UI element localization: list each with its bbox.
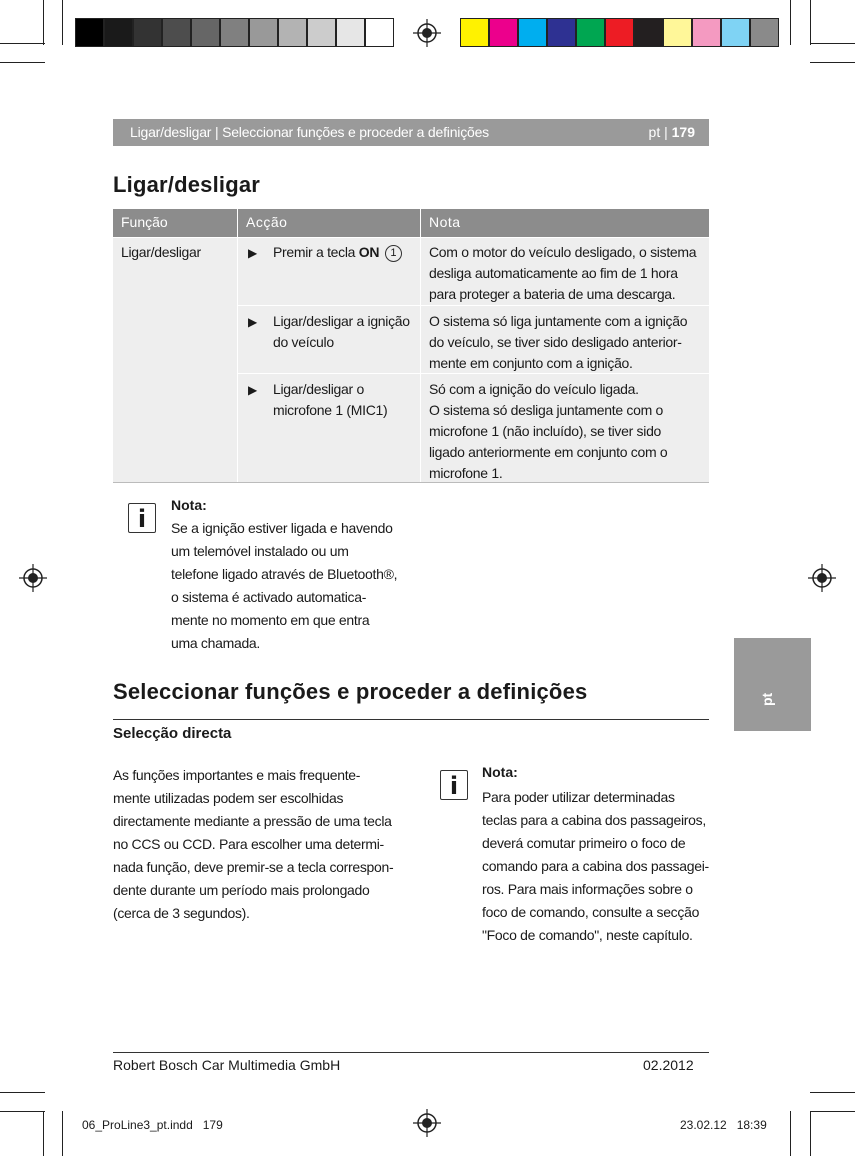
crop-mark <box>810 0 811 45</box>
color-swatch <box>721 18 750 47</box>
note-line: Se a ignição estiver ligada e havendo <box>171 520 393 536</box>
color-swatch <box>365 18 394 47</box>
key-on-label: ON <box>358 244 380 260</box>
color-swatch <box>249 18 278 47</box>
color-swatch <box>133 18 162 47</box>
action-line: Ligar/desligar o <box>273 381 364 397</box>
color-swatch <box>460 18 489 47</box>
color-swatch <box>634 18 663 47</box>
crop-mark <box>0 62 45 63</box>
crop-mark <box>0 1111 45 1112</box>
crop-mark <box>790 1111 791 1156</box>
triangle-right-icon: ▶ <box>248 383 258 397</box>
note-line: microfone 1. <box>429 465 503 481</box>
note-line: deverá comutar primeiro o foco de <box>482 835 686 851</box>
header-title: Ligar/desligar | Seleccionar funções e proceder a definições <box>130 124 489 140</box>
body-line: mente utilizadas podem ser escolhidas <box>113 790 344 806</box>
function-label: Ligar/desligar <box>121 244 201 260</box>
color-swatch <box>278 18 307 47</box>
action-text <box>273 311 410 353</box>
color-swatch <box>162 18 191 47</box>
note-line: o sistema é activado automatica- <box>171 589 367 605</box>
section-title-ligar-desligar: Ligar/desligar <box>113 172 261 197</box>
color-swatch <box>75 18 104 47</box>
crop-mark <box>810 1111 811 1156</box>
table-header-function <box>113 209 237 237</box>
crop-mark <box>0 43 45 44</box>
action-prefix: Premir a tecla <box>273 244 359 260</box>
action-line: microfone 1 (MIC1) <box>273 402 388 418</box>
note-line: ligado anteriormente em conjunto com o <box>429 444 668 460</box>
action-text <box>273 242 402 263</box>
color-swatch <box>605 18 634 47</box>
note-line: Para poder utilizar determinadas <box>482 789 675 805</box>
section-title-seleccionar: Seleccionar funções e proceder a definições <box>113 679 588 704</box>
body-line: dente durante um período mais prolongado <box>113 882 370 898</box>
note-line: telefone ligado através de Bluetooth®, <box>171 566 398 582</box>
body-paragraph <box>113 764 393 925</box>
footer-date: 02.2012 <box>643 1057 694 1073</box>
note-line: mente no momento em que entra <box>171 612 370 628</box>
color-swatch <box>104 18 133 47</box>
slug-file: 06_ProLine3_pt.indd 179 <box>82 1118 223 1132</box>
note-text <box>429 242 696 305</box>
note-line: uma chamada. <box>171 635 261 651</box>
table-header-label: Acção <box>246 214 288 230</box>
info-icon: i <box>128 503 156 533</box>
color-swatch <box>750 18 779 47</box>
color-swatch <box>220 18 249 47</box>
crop-mark <box>43 1111 44 1156</box>
registration-mark-icon <box>413 19 441 47</box>
table-header-label: Função <box>121 214 168 230</box>
color-swatch <box>307 18 336 47</box>
crop-mark <box>810 62 855 63</box>
running-header <box>113 119 709 146</box>
action-text <box>273 379 387 421</box>
header-page-ref <box>649 124 695 140</box>
color-swatch <box>663 18 692 47</box>
note-body <box>171 517 397 655</box>
registration-mark-icon <box>413 1109 441 1137</box>
note-line: O sistema só desliga juntamente com o <box>429 402 664 418</box>
crop-mark <box>790 0 791 45</box>
side-tab-label: pt <box>759 692 775 706</box>
crop-mark <box>43 0 44 45</box>
callout-number: 1 <box>385 245 402 262</box>
note-title: Nota: <box>171 497 207 513</box>
crop-mark <box>0 1092 45 1093</box>
note-line: ros. Para mais informações sobre o <box>482 881 693 897</box>
body-line: directamente mediante a pressão de uma tecla <box>113 813 392 829</box>
note-text <box>429 311 687 374</box>
action-line: Ligar/desligar a ignição <box>273 313 410 329</box>
triangle-right-icon: ▶ <box>248 315 258 329</box>
table-header-action <box>238 209 420 237</box>
note-line: teclas para a cabina dos passageiros, <box>482 812 706 828</box>
footer-rule <box>113 1052 709 1053</box>
color-swatch <box>489 18 518 47</box>
note-body <box>482 786 709 947</box>
color-swatch <box>518 18 547 47</box>
footer-company: Robert Bosch Car Multimedia GmbH <box>113 1057 341 1073</box>
color-swatch <box>576 18 605 47</box>
note-line: um telemóvel instalado ou um <box>171 543 349 559</box>
info-icon: i <box>440 770 468 800</box>
note-line: Só com a ignição do veículo ligada. <box>429 381 639 397</box>
note-line: microfone 1 (não incluído), se tiver sido <box>429 423 662 439</box>
column-divider <box>237 209 238 482</box>
slug-timestamp: 23.02.12 18:39 <box>680 1118 767 1132</box>
color-swatch <box>191 18 220 47</box>
column-divider <box>420 209 421 482</box>
note-line: mente em conjunto com a ignição. <box>429 355 633 371</box>
note-line: do veículo, se tiver sido desligado anterior- <box>429 334 682 350</box>
crop-mark <box>810 43 855 44</box>
note-text <box>429 379 667 484</box>
triangle-right-icon: ▶ <box>248 246 258 260</box>
body-line: (cerca de 3 segundos). <box>113 905 250 921</box>
color-swatch <box>547 18 576 47</box>
language-side-tab <box>734 638 811 731</box>
note-line: comando para a cabina dos passagei- <box>482 858 709 874</box>
body-line: no CCS ou CCD. Para escolher uma determi- <box>113 836 384 852</box>
header-separator: | <box>664 124 668 140</box>
crop-mark <box>62 1111 63 1156</box>
body-line: nada função, deve premir-se a tecla correspon- <box>113 859 394 875</box>
note-line: "Foco de comando", neste capítulo. <box>482 927 693 943</box>
header-lang: pt <box>648 124 661 140</box>
crop-mark <box>62 0 63 45</box>
action-line: do veículo <box>273 334 334 350</box>
page-number: 179 <box>671 124 695 140</box>
note-line: desliga automaticamente ao fim de 1 hora <box>429 265 678 281</box>
note-line: para proteger a bateria de uma descarga. <box>429 286 676 302</box>
registration-mark-icon <box>808 564 836 592</box>
note-line: foco de comando, consulte a secção <box>482 904 700 920</box>
subsection-title: Selecção directa <box>113 725 232 742</box>
body-line: As funções importantes e mais frequente- <box>113 767 361 783</box>
crop-mark <box>810 1092 855 1093</box>
registration-mark-icon <box>19 564 47 592</box>
note-line: O sistema só liga juntamente com a ignição <box>429 313 688 329</box>
note-title: Nota: <box>482 764 518 780</box>
table-cell-function <box>113 238 237 482</box>
color-swatch <box>336 18 365 47</box>
subsection-rule <box>113 719 709 720</box>
color-swatch <box>692 18 721 47</box>
crop-mark <box>810 1111 855 1112</box>
table-header-note <box>421 209 709 237</box>
table-header-label: Nota <box>429 214 461 230</box>
table-bottom-rule <box>113 482 709 483</box>
note-line: Com o motor do veículo desligado, o sistema <box>429 244 697 260</box>
